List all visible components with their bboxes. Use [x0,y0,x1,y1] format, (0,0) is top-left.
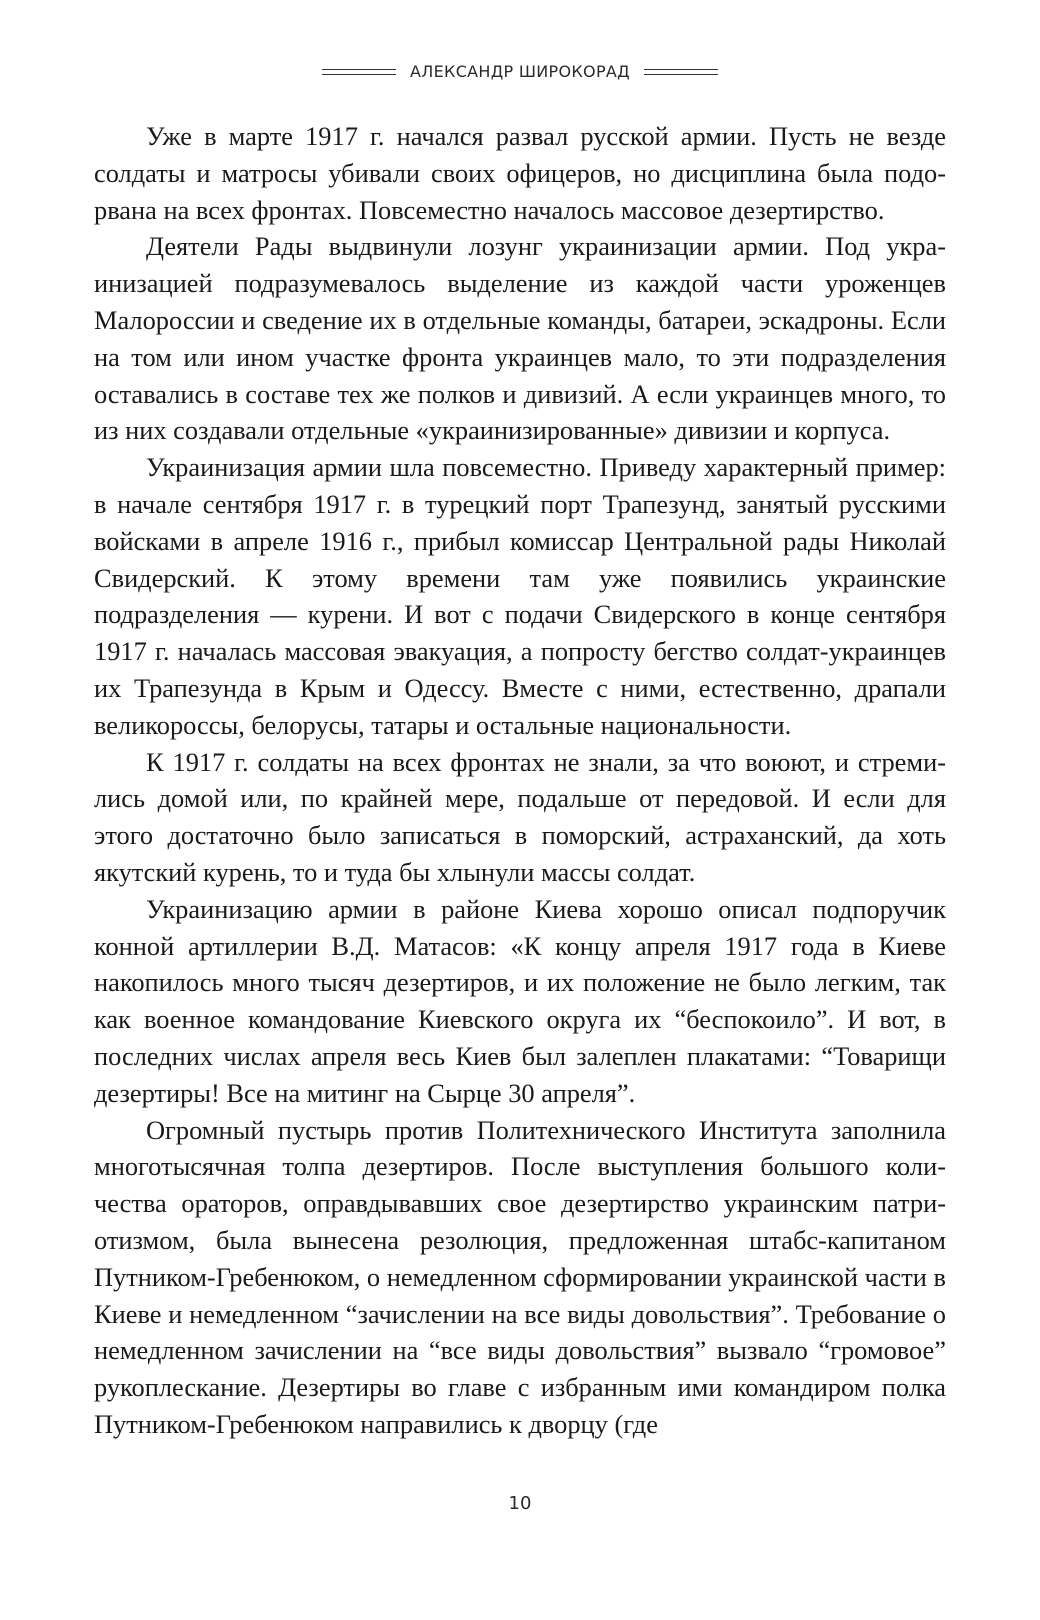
running-head [0,62,1040,81]
paragraph-2: Деятели Рады выдвинули лозунг украинизации армии. Под украинизацией подразумевалось выделение из каждой части уроженцев Малороссии и сведение их в отдельные команды, батареи, эскадроны. Если на том или ином участке фронта украинцев мало, то эти подразделения оставались в составе тех же полков и дивизий. А если украинцев много, то из них создавали отдельные «украинизированные» дивизии и корпуса. [94,231,946,446]
running-head-rule-left [322,69,396,75]
paragraph-3: Украинизация армии шла повсеместно. Приведу характерный пример: в начале сентября 1917 г. в турецкий порт Трапезунд, занятый русскими войсками в апреле 1916 г., прибыл комиссар Центральной рады Николай Свидерский. К этому времени там уже появились украинские подразделения — курени. И вот с подачи Свидерского в конце сентября 1917 г. началась массовая эвакуация, а попросту бегство солдат-украинцев их Трапезунда в Крым и Одессу. Вместе с ними, естественно, драпали великороссы, белорусы, татары и остальные национальности. [94,452,946,740]
paragraph-1: Уже в марте 1917 г. начался развал русской армии. Пусть не везде солдаты и матросы убивали своих офицеров, но дисциплина была подорвана на всех фронтах. Повсеместно началось массовое дезертирство. [94,121,946,225]
paragraph-6: Огромный пустырь против Политехнического Института заполнила многотысячная толпа дезертиров. После выступления большого количества ораторов, оправдывавших свое дезертирство украинским патриотизмом, была вынесена резолюция, предложенная штабс-капитаном Путником-Гребенюком, о немедленном сформировании украинской части в Киеве и немедленном “зачислении на все виды довольствия”. Требование о немедленном зачислении на “все виды довольствия” вызвало “громовое” рукоплескание. Дезертиры во главе с избранным ими командиром полка Путником-Гребенюком направились к дворцу (где [94,1114,946,1439]
running-head-title: АЛЕКСАНДР ШИРОКОРАД [410,62,630,81]
running-head-rule-right [644,69,718,75]
paragraph-5: Украинизацию армии в районе Киева хорошо описал подпоручик конной артиллерии В.Д. Матасов: «К концу апреля 1917 года в Киеве накопилось много тысяч дезертиров, и их положение не было легким, так как военное командование Киевского округа их “беспокоило”. И вот, в последних числах апреля весь Киев был залеплен плакатами: “Товарищи дезертиры! Все на митинг на Сырце 30 апреля”. [94,893,946,1108]
page-number: 10 [508,1493,532,1514]
paragraph-4: К 1917 г. солдаты на всех фронтах не знали, за что воюют, и стремились домой или, по крайней мере, подальше от передовой. И если для этого достаточно было записаться в поморский, астраханский, да хоть якутский курень, то и туда бы хлынули массы солдат. [94,746,946,887]
body-text [94,118,946,1443]
